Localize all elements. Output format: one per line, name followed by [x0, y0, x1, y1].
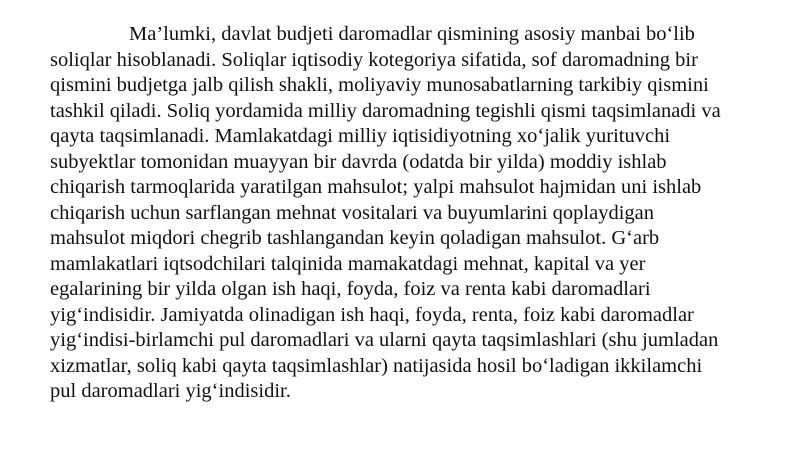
- paragraph-line: chiqarish uchun sarflangan mehnat vositalari va buyumlarini qoplaydigan: [50, 201, 655, 224]
- paragraph-line: pul daromadlari yig‘indisidir.: [50, 380, 291, 402]
- paragraph-line: qismini budjetga jalb qilish shakli, moliyaviy munosabatlarning tarkibiy qismini: [50, 74, 709, 96]
- paragraph-line: subyektlar tomonidan muayyan bir davrda (odatda bir yilda) moddiy ishlab: [50, 150, 667, 173]
- paragraph-line: Ma’lumki, davlat budjeti daromadlar qismining asosiy manbai bo‘lib: [129, 23, 695, 45]
- paragraph-line: egalarining bir yilda olgan ish haqi, foyda, foiz va renta kabi daromadlari: [50, 278, 651, 300]
- paragraph: [50, 22, 770, 405]
- paragraph-line: mahsulot miqdori chegrib tashlangandan keyin qoladigan mahsulot. G‘arb: [50, 227, 660, 249]
- paragraph-line: tashkil qiladi. Soliq yordamida milliy daromadning tegishli qismi taqsimlanadi va: [50, 99, 721, 122]
- paragraph-line: xizmatlar, soliq kabi qayta taqsimlashlar) natijasida hosil bo‘ladigan ikkilamchi: [50, 354, 703, 377]
- paragraph-line: soliqlar hisoblanadi. Soliqlar iqtisodiy kotegoriya sifatida, sof daromadning bir: [50, 48, 698, 71]
- paragraph-line: yig‘indisidir. Jamiyatda olinadigan ish haqi, foyda, renta, foiz kabi daromadlar: [50, 303, 694, 326]
- paragraph-line: yig‘indisi-birlamchi pul daromadlari va ularni qayta taqsimlashlari (shu jumladan: [50, 329, 719, 351]
- paragraph-line: qayta taqsimlanadi. Mamlakatdagi milliy iqtisidiyotning xo‘jalik yurituvchi: [50, 125, 671, 147]
- paragraph-line: chiqarish tarmoqlarida yaratilgan mahsulot; yalpi mahsulot hajmidan uni ishlab: [50, 176, 702, 198]
- paragraph-line: mamlakatlari iqtsodchilari talqinida mamakatdagi mehnat, kapital va yer: [50, 252, 646, 275]
